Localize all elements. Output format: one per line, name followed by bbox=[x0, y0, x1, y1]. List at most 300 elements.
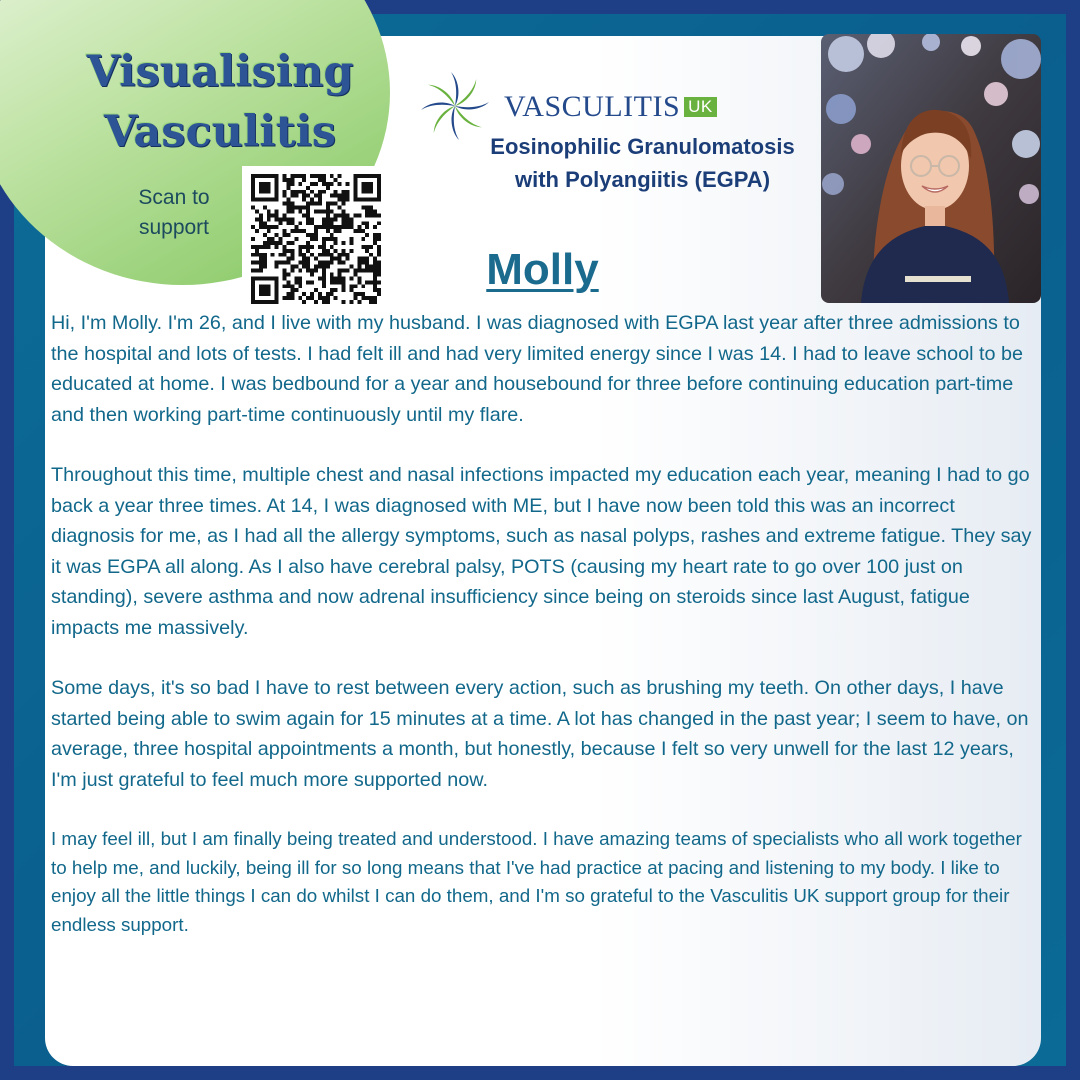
qr-module bbox=[259, 269, 263, 273]
qr-module bbox=[302, 174, 306, 178]
qr-module bbox=[314, 209, 318, 213]
qr-module bbox=[330, 272, 334, 276]
qr-module bbox=[298, 249, 302, 253]
qr-module bbox=[346, 257, 350, 261]
qr-module bbox=[318, 190, 322, 194]
qr-module bbox=[322, 182, 326, 186]
qr-module bbox=[334, 237, 338, 241]
qr-module bbox=[283, 249, 287, 253]
qr-module bbox=[290, 284, 294, 288]
qr-module bbox=[361, 292, 365, 296]
qr-module bbox=[263, 265, 267, 269]
qr-module bbox=[286, 257, 290, 261]
qr-module bbox=[302, 257, 306, 261]
qr-module bbox=[361, 261, 365, 265]
qr-module bbox=[353, 213, 357, 217]
qr-module bbox=[251, 186, 255, 190]
qr-module bbox=[357, 265, 361, 269]
qr-module bbox=[271, 174, 275, 178]
qr-module bbox=[346, 217, 350, 221]
qr-module bbox=[310, 190, 314, 194]
qr-module bbox=[338, 280, 342, 284]
qr-module bbox=[373, 272, 377, 276]
qr-module bbox=[279, 253, 283, 257]
qr-module bbox=[286, 280, 290, 284]
qr-module bbox=[369, 174, 373, 178]
qr-module bbox=[259, 300, 263, 304]
qr-module bbox=[330, 202, 334, 206]
qr-module bbox=[279, 261, 283, 265]
qr-module bbox=[283, 202, 287, 206]
qr-module bbox=[318, 265, 322, 269]
qr-module bbox=[251, 280, 255, 284]
qr-module bbox=[286, 261, 290, 265]
qr-module bbox=[365, 225, 369, 229]
qr-module bbox=[322, 209, 326, 213]
qr-module bbox=[306, 257, 310, 261]
qr-module bbox=[318, 198, 322, 202]
qr-module bbox=[361, 284, 365, 288]
qr-module bbox=[251, 245, 255, 249]
qr-module bbox=[283, 296, 287, 300]
qr-module bbox=[338, 213, 342, 217]
qr-module bbox=[373, 237, 377, 241]
qr-module bbox=[330, 280, 334, 284]
qr-module bbox=[330, 237, 334, 241]
qr-module bbox=[338, 182, 342, 186]
qr-module bbox=[306, 233, 310, 237]
qr-module bbox=[259, 225, 263, 229]
qr-module bbox=[306, 245, 310, 249]
qr-module bbox=[306, 202, 310, 206]
qr-module bbox=[377, 265, 381, 269]
qr-module bbox=[286, 272, 290, 276]
qr-module bbox=[251, 261, 255, 265]
qr-module bbox=[275, 233, 279, 237]
qr-module bbox=[361, 237, 365, 241]
qr-module bbox=[259, 174, 263, 178]
qr-module bbox=[259, 245, 263, 249]
qr-module bbox=[318, 292, 322, 296]
qr-module bbox=[267, 229, 271, 233]
qr-module bbox=[322, 280, 326, 284]
qr-module bbox=[322, 249, 326, 253]
qr-module bbox=[338, 206, 342, 210]
qr-module bbox=[373, 300, 377, 304]
qr-module bbox=[290, 194, 294, 198]
qr-module bbox=[377, 253, 381, 257]
qr-module bbox=[302, 292, 306, 296]
qr-module bbox=[373, 225, 377, 229]
qr-module bbox=[306, 296, 310, 300]
qr-module bbox=[330, 209, 334, 213]
qr-module bbox=[346, 190, 350, 194]
qr-module bbox=[357, 280, 361, 284]
qr-module bbox=[267, 190, 271, 194]
qr-module bbox=[306, 269, 310, 273]
qr-module bbox=[377, 292, 381, 296]
qr-module bbox=[330, 257, 334, 261]
qr-module bbox=[251, 190, 255, 194]
qr-module bbox=[286, 292, 290, 296]
qr-module bbox=[353, 269, 357, 273]
qr-module bbox=[365, 265, 369, 269]
qr-module bbox=[290, 253, 294, 257]
qr-module bbox=[263, 284, 267, 288]
qr-module bbox=[346, 269, 350, 273]
qr-module bbox=[263, 174, 267, 178]
qr-module bbox=[322, 284, 326, 288]
qr-module bbox=[251, 288, 255, 292]
scan-to-support-label: Scan to support bbox=[138, 186, 210, 239]
qr-module bbox=[330, 292, 334, 296]
qr-module bbox=[290, 288, 294, 292]
qr-module bbox=[290, 221, 294, 225]
qr-module bbox=[279, 221, 283, 225]
qr-module bbox=[369, 213, 373, 217]
campaign-title: Visualising Vasculitis bbox=[86, 47, 354, 157]
qr-module bbox=[346, 182, 350, 186]
qr-module bbox=[365, 269, 369, 273]
qr-module bbox=[330, 182, 334, 186]
qr-module bbox=[259, 198, 263, 202]
qr-module bbox=[298, 245, 302, 249]
qr-module bbox=[342, 276, 346, 280]
qr-module bbox=[326, 261, 330, 265]
qr-module bbox=[286, 233, 290, 237]
qr-module bbox=[334, 257, 338, 261]
qr-module bbox=[369, 280, 373, 284]
qr-module bbox=[369, 186, 373, 190]
qr-module bbox=[353, 292, 357, 296]
qr-module bbox=[302, 261, 306, 265]
qr-module bbox=[369, 190, 373, 194]
qr-module bbox=[342, 190, 346, 194]
qr-module bbox=[365, 190, 369, 194]
qr-module bbox=[255, 229, 259, 233]
qr-module bbox=[259, 257, 263, 261]
qr-module bbox=[263, 245, 267, 249]
qr-module bbox=[377, 194, 381, 198]
qr-module bbox=[369, 253, 373, 257]
qr-module bbox=[361, 206, 365, 210]
qr-module bbox=[377, 174, 381, 178]
qr-module bbox=[357, 300, 361, 304]
qr-module bbox=[365, 206, 369, 210]
qr-module bbox=[353, 186, 357, 190]
qr-module bbox=[334, 241, 338, 245]
qr-module bbox=[259, 288, 263, 292]
qr-module bbox=[290, 265, 294, 269]
qr-module bbox=[267, 245, 271, 249]
qr-module bbox=[326, 292, 330, 296]
qr-module bbox=[306, 209, 310, 213]
qr-module bbox=[267, 217, 271, 221]
qr-module bbox=[365, 209, 369, 213]
qr-module bbox=[330, 245, 334, 249]
qr-module bbox=[275, 178, 279, 182]
qr-module bbox=[279, 217, 283, 221]
qr-module bbox=[306, 241, 310, 245]
qr-module bbox=[255, 253, 259, 257]
qr-module bbox=[334, 249, 338, 253]
qr-module bbox=[334, 213, 338, 217]
qr-module bbox=[283, 178, 287, 182]
qr-module bbox=[373, 284, 377, 288]
qr-module bbox=[306, 194, 310, 198]
qr-module bbox=[271, 300, 275, 304]
qr-module bbox=[342, 253, 346, 257]
qr-module bbox=[306, 249, 310, 253]
qr-module bbox=[342, 300, 346, 304]
qr-module bbox=[377, 178, 381, 182]
qr-module bbox=[353, 296, 357, 300]
qr-module bbox=[302, 213, 306, 217]
qr-module bbox=[267, 284, 271, 288]
qr-module bbox=[373, 280, 377, 284]
qr-module bbox=[298, 229, 302, 233]
qr-module bbox=[346, 198, 350, 202]
qr-module bbox=[377, 190, 381, 194]
qr-module bbox=[275, 265, 279, 269]
qr-module bbox=[302, 194, 306, 198]
qr-module bbox=[326, 229, 330, 233]
qr-module bbox=[298, 296, 302, 300]
qr-module bbox=[369, 296, 373, 300]
qr-module bbox=[361, 257, 365, 261]
qr-module bbox=[365, 249, 369, 253]
qr-module bbox=[283, 190, 287, 194]
qr-module bbox=[275, 296, 279, 300]
qr-module bbox=[290, 178, 294, 182]
qr-module bbox=[286, 241, 290, 245]
qr-module bbox=[326, 182, 330, 186]
qr-module bbox=[310, 237, 314, 241]
qr-module bbox=[342, 225, 346, 229]
qr-module bbox=[369, 206, 373, 210]
qr-module bbox=[314, 288, 318, 292]
story-paragraph: Some days, it's so bad I have to rest between every action, such as brushing my teeth. On other days, I have started being able to swim again for 15 minutes at a time. A lot has changed in the past year; I seem to have, on average, three hospital appointments a month, but honestly, because I felt so very unwell for the last 12 years, I'm just grateful to feel much more supported now. bbox=[51, 677, 1029, 791]
qr-module bbox=[267, 276, 271, 280]
qr-module bbox=[353, 198, 357, 202]
qr-module bbox=[357, 213, 361, 217]
qr-module bbox=[275, 213, 279, 217]
qr-module bbox=[377, 245, 381, 249]
qr-module bbox=[353, 178, 357, 182]
qr-module bbox=[349, 237, 353, 241]
qr-module bbox=[275, 245, 279, 249]
qr-module bbox=[259, 221, 263, 225]
qr-module bbox=[290, 229, 294, 233]
qr-module bbox=[318, 194, 322, 198]
qr-module bbox=[310, 198, 314, 202]
qr-module bbox=[322, 217, 326, 221]
qr-module bbox=[314, 257, 318, 261]
qr-module bbox=[267, 182, 271, 186]
qr-module bbox=[361, 190, 365, 194]
qr-module bbox=[369, 245, 373, 249]
qr-module bbox=[259, 190, 263, 194]
qr-module bbox=[251, 198, 255, 202]
qr-module bbox=[275, 241, 279, 245]
qr-module bbox=[349, 241, 353, 245]
qr-module bbox=[255, 269, 259, 273]
qr-module bbox=[251, 178, 255, 182]
qr-module bbox=[318, 174, 322, 178]
qr-module bbox=[318, 245, 322, 249]
qr-module bbox=[263, 182, 267, 186]
qr-module bbox=[373, 174, 377, 178]
qr-module bbox=[349, 300, 353, 304]
qr-module bbox=[275, 174, 279, 178]
qr-module bbox=[259, 261, 263, 265]
qr-module bbox=[283, 217, 287, 221]
qr-module bbox=[283, 276, 287, 280]
qr-module bbox=[251, 300, 255, 304]
qr-module bbox=[267, 198, 271, 202]
qr-module bbox=[357, 257, 361, 261]
qr-module bbox=[251, 296, 255, 300]
qr-module bbox=[310, 292, 314, 296]
qr-module bbox=[251, 225, 255, 229]
qr-module bbox=[275, 182, 279, 186]
qr-module bbox=[373, 233, 377, 237]
qr-module bbox=[255, 300, 259, 304]
qr-module bbox=[342, 198, 346, 202]
qr-module bbox=[318, 253, 322, 257]
qr-module bbox=[259, 292, 263, 296]
qr-module bbox=[373, 288, 377, 292]
qr-module bbox=[267, 225, 271, 229]
qr-module bbox=[283, 261, 287, 265]
logo-uk-badge: UK bbox=[684, 97, 717, 117]
qr-module bbox=[326, 213, 330, 217]
qr-module bbox=[318, 261, 322, 265]
qr-module bbox=[338, 194, 342, 198]
qr-module bbox=[286, 186, 290, 190]
qr-code-pattern bbox=[250, 174, 382, 304]
qr-module bbox=[259, 213, 263, 217]
qr-module bbox=[310, 296, 314, 300]
qr-module bbox=[275, 300, 279, 304]
qr-module bbox=[338, 253, 342, 257]
qr-module bbox=[349, 284, 353, 288]
qr-module bbox=[353, 182, 357, 186]
qr-module bbox=[302, 190, 306, 194]
qr-module bbox=[373, 269, 377, 273]
qr-module bbox=[263, 206, 267, 210]
qr-module bbox=[357, 225, 361, 229]
qr-module bbox=[338, 269, 342, 273]
qr-module bbox=[318, 209, 322, 213]
qr-module bbox=[267, 174, 271, 178]
qr-module bbox=[294, 225, 298, 229]
qr-code-icon[interactable] bbox=[242, 166, 390, 312]
qr-module bbox=[342, 249, 346, 253]
qr-module bbox=[286, 198, 290, 202]
qr-module bbox=[306, 217, 310, 221]
qr-module bbox=[298, 280, 302, 284]
qr-module bbox=[290, 217, 294, 221]
qr-module bbox=[251, 206, 255, 210]
qr-module bbox=[353, 174, 357, 178]
qr-module bbox=[290, 296, 294, 300]
qr-module bbox=[365, 186, 369, 190]
qr-module bbox=[326, 237, 330, 241]
qr-module bbox=[302, 265, 306, 269]
qr-module bbox=[373, 241, 377, 245]
qr-module bbox=[369, 269, 373, 273]
qr-module bbox=[294, 276, 298, 280]
qr-module bbox=[271, 213, 275, 217]
qr-module bbox=[369, 209, 373, 213]
qr-module bbox=[349, 217, 353, 221]
qr-module bbox=[330, 221, 334, 225]
qr-module bbox=[310, 202, 314, 206]
qr-module bbox=[326, 265, 330, 269]
qr-module bbox=[310, 217, 314, 221]
qr-module bbox=[283, 233, 287, 237]
qr-module bbox=[334, 202, 338, 206]
qr-module bbox=[330, 288, 334, 292]
qr-module bbox=[263, 221, 267, 225]
qr-module bbox=[373, 257, 377, 261]
qr-module bbox=[298, 209, 302, 213]
qr-module bbox=[330, 233, 334, 237]
qr-module bbox=[286, 217, 290, 221]
qr-module bbox=[369, 265, 373, 269]
logo-name: VASCULITIS bbox=[504, 90, 681, 123]
qr-module bbox=[298, 182, 302, 186]
qr-module bbox=[338, 272, 342, 276]
qr-module bbox=[322, 245, 326, 249]
qr-module bbox=[310, 280, 314, 284]
qr-module bbox=[342, 221, 346, 225]
qr-module bbox=[283, 253, 287, 257]
qr-module bbox=[330, 276, 334, 280]
qr-module bbox=[342, 288, 346, 292]
qr-module bbox=[346, 194, 350, 198]
qr-module bbox=[361, 182, 365, 186]
qr-module bbox=[342, 194, 346, 198]
qr-module bbox=[334, 190, 338, 194]
qr-module bbox=[326, 202, 330, 206]
qr-module bbox=[342, 209, 346, 213]
qr-module bbox=[286, 182, 290, 186]
qr-module bbox=[322, 190, 326, 194]
qr-module bbox=[353, 229, 357, 233]
qr-module bbox=[334, 229, 338, 233]
qr-module bbox=[255, 249, 259, 253]
qr-module bbox=[369, 198, 373, 202]
qr-module bbox=[275, 194, 279, 198]
qr-module bbox=[334, 225, 338, 229]
qr-module bbox=[298, 190, 302, 194]
qr-module bbox=[314, 237, 318, 241]
qr-module bbox=[251, 174, 255, 178]
qr-module bbox=[275, 280, 279, 284]
qr-module bbox=[267, 209, 271, 213]
qr-module bbox=[267, 292, 271, 296]
qr-module bbox=[286, 284, 290, 288]
qr-module bbox=[314, 300, 318, 304]
qr-module bbox=[302, 206, 306, 210]
qr-module bbox=[290, 174, 294, 178]
qr-module bbox=[275, 292, 279, 296]
qr-module bbox=[267, 241, 271, 245]
qr-module bbox=[314, 233, 318, 237]
qr-module bbox=[373, 213, 377, 217]
